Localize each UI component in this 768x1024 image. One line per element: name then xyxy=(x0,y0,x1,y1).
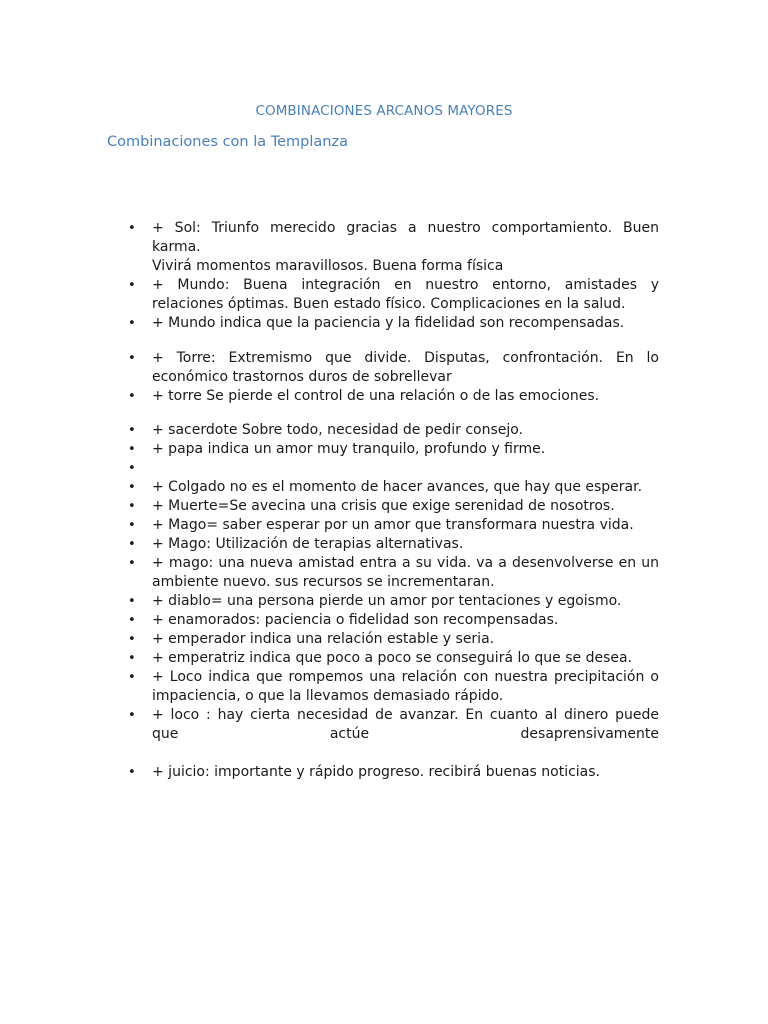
document-subtitle: Combinaciones con la Templanza xyxy=(107,134,348,150)
bullet-icon: • xyxy=(128,351,136,366)
list-item-sol xyxy=(124,219,659,276)
bullet-icon: • xyxy=(128,556,136,571)
list-spacer xyxy=(124,406,659,421)
list-item-enamorados xyxy=(124,611,659,630)
bullet-icon: • xyxy=(128,461,136,476)
list-item-text: + mago: una nueva amistad entra a su vida. va a desenvolverse en un ambiente nuevo. sus recursos se incrementaran. xyxy=(152,555,659,590)
list-item-text: + Torre: Extremismo que divide. Disputas, confrontación. En lo económico trastornos duros de sobrellevar xyxy=(152,350,659,385)
bullet-icon: • xyxy=(128,480,136,495)
bullet-icon: • xyxy=(128,537,136,552)
bullet-icon: • xyxy=(128,278,136,293)
list-item-text: + loco : hay cierta necesidad de avanzar. En cuanto al dinero puede que actúe desaprensivamente xyxy=(152,707,659,742)
list-item-text: + Mundo: Buena integración en nuestro entorno, amistades y relaciones óptimas. Buen estado físico. Complicaciones en la salud. xyxy=(152,277,659,312)
list-item-continuation: Vivirá momentos maravillosos. Buena forma física xyxy=(152,258,504,274)
list-item-colgado xyxy=(124,478,659,497)
list-item-blank-line xyxy=(152,744,659,763)
bullet-icon: • xyxy=(128,613,136,628)
list-item-text: + Mundo indica que la paciencia y la fidelidad son recompensadas. xyxy=(152,315,625,331)
list-item-text: + Sol: Triunfo merecido gracias a nuestro comportamiento. Buen karma. xyxy=(152,220,659,255)
list-item-text: + Colgado no es el momento de hacer avances, que hay que esperar. xyxy=(152,479,643,495)
list-item-sacerdote xyxy=(124,421,659,440)
list-item-diablo xyxy=(124,592,659,611)
list-spacer xyxy=(124,333,659,349)
bullet-icon: • xyxy=(128,670,136,685)
bullet-icon: • xyxy=(128,316,136,331)
list-item-loco-avanzar xyxy=(124,706,659,763)
list-item-text: + sacerdote Sobre todo, necesidad de pedir consejo. xyxy=(152,422,524,438)
list-item-mundo xyxy=(124,276,659,314)
list-item-mago-amistad xyxy=(124,554,659,592)
list-item-text: + Loco indica que rompemos una relación con nuestra precipitación o impaciencia, o que la llevamos demasiado rápido. xyxy=(152,669,659,704)
list-item-emperatriz xyxy=(124,649,659,668)
bullet-icon: • xyxy=(128,389,136,404)
list-item-muerte xyxy=(124,497,659,516)
list-item-mundo-indica xyxy=(124,314,659,333)
list-item-torre xyxy=(124,349,659,387)
list-item-text: + juicio: importante y rápido progreso. recibirá buenas noticias. xyxy=(152,764,600,780)
list-item-emperador xyxy=(124,630,659,649)
list-item-mago-terapias xyxy=(124,535,659,554)
list-item-torre-control xyxy=(124,387,659,406)
bullet-icon: • xyxy=(128,765,136,780)
bullet-icon: • xyxy=(128,594,136,609)
list-item-loco-rompemos xyxy=(124,668,659,706)
list-item-juicio xyxy=(124,763,659,782)
list-item-text xyxy=(152,459,659,478)
bullet-icon: • xyxy=(128,499,136,514)
list-item-text: + Mago= saber esperar por un amor que transformara nuestra vida. xyxy=(152,517,634,533)
list-item-mago-esperar xyxy=(124,516,659,535)
bullet-list xyxy=(124,219,659,782)
bullet-icon: • xyxy=(128,708,136,723)
list-item-empty xyxy=(124,459,659,478)
list-item-text: + enamorados: paciencia o fidelidad son recompensadas. xyxy=(152,612,559,628)
list-item-text: + emperatriz indica que poco a poco se conseguirá lo que se desea. xyxy=(152,650,633,666)
list-item-text: + torre Se pierde el control de una relación o de las emociones. xyxy=(152,388,600,404)
document-title: COMBINACIONES ARCANOS MAYORES xyxy=(255,103,513,119)
list-item-text: + Muerte=Se avecina una crisis que exige serenidad de nosotros. xyxy=(152,498,615,514)
bullet-icon: • xyxy=(128,632,136,647)
list-item-papa xyxy=(124,440,659,459)
list-item-text: + emperador indica una relación estable y seria. xyxy=(152,631,495,647)
bullet-icon: • xyxy=(128,442,136,457)
list-item-text: + papa indica un amor muy tranquilo, profundo y firme. xyxy=(152,441,546,457)
bullet-icon: • xyxy=(128,518,136,533)
list-item-text: + diablo= una persona pierde un amor por tentaciones y egoismo. xyxy=(152,593,622,609)
bullet-icon: • xyxy=(128,221,136,236)
bullet-icon: • xyxy=(128,423,136,438)
list-item-text: + Mago: Utilización de terapias alternativas. xyxy=(152,536,464,552)
bullet-icon: • xyxy=(128,651,136,666)
